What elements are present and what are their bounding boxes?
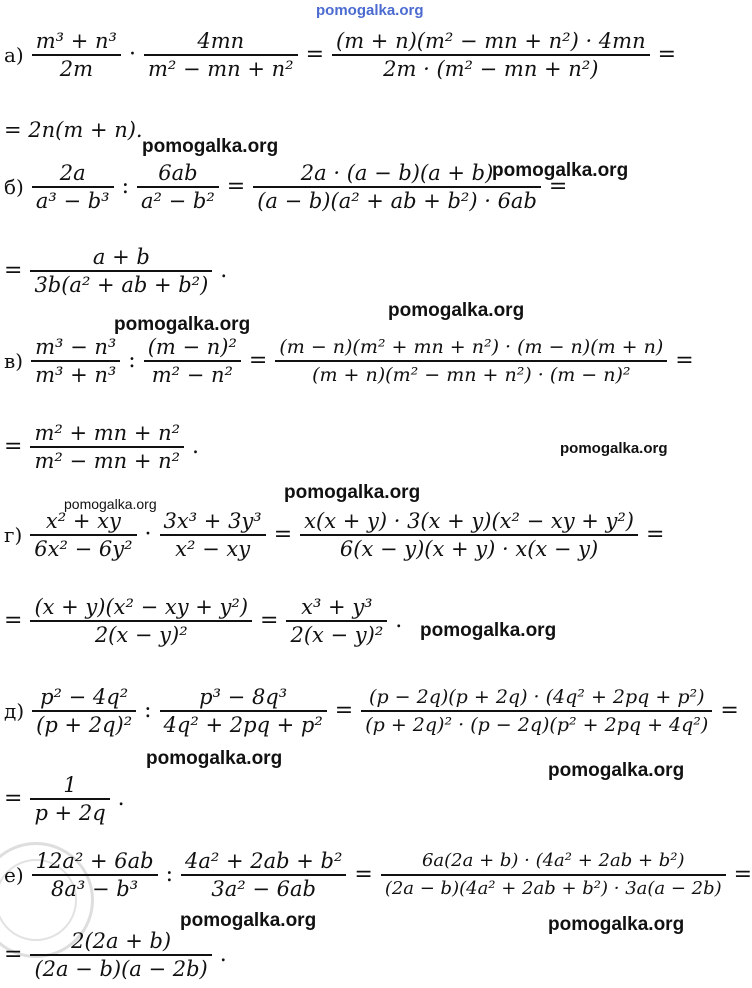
fraction [332, 28, 650, 82]
denominator: m² − mn + n² [34, 448, 181, 473]
numerator: (x + y)(x² − xy + y²) [34, 595, 249, 619]
watermark [600, 966, 607, 967]
numerator: 2a [59, 161, 86, 185]
problem-label: б) [4, 174, 24, 199]
equals-sign: = [354, 862, 373, 888]
equals-sign: = [4, 608, 23, 634]
numerator: (m − n)(m² + mn + n²) · (m − n)(m + n) [279, 336, 664, 358]
denominator: 2m [59, 56, 93, 81]
fraction [275, 334, 667, 388]
denominator: a³ − b³ [35, 188, 110, 213]
equals-sign: = [273, 522, 293, 548]
fraction [361, 684, 712, 738]
equals-sign: = [733, 862, 752, 888]
operator: · [144, 522, 152, 548]
watermark: pomogalka.org [560, 440, 668, 457]
watermark: pomogalka.org [420, 620, 557, 641]
equals-sign: = [260, 608, 279, 634]
denominator: (m + n)(m² − mn + n²) · (m − n)² [312, 363, 631, 386]
problem-label: а) [4, 42, 24, 67]
problem-v-line2 [4, 420, 199, 474]
watermark: pomogalka.org [284, 482, 421, 503]
problem-label: д) [4, 698, 25, 723]
fraction [31, 334, 120, 388]
denominator: a² − b² [141, 188, 215, 213]
operator: : [121, 174, 130, 200]
problem-a-result: = 2n(m + n). [4, 118, 143, 142]
denominator: 4q² + 2pq + p² [163, 712, 323, 737]
equals-sign: = [334, 698, 354, 724]
operator: : [165, 862, 173, 888]
numerator: 2a · (a − b)(a + b) [300, 161, 494, 185]
equals-sign: = [646, 522, 665, 548]
problem-d-line1 [4, 684, 739, 738]
numerator: 6ab [158, 161, 198, 185]
fraction [286, 594, 387, 648]
problem-v-line1 [4, 334, 694, 388]
denominator: (p + 2q)² [36, 712, 133, 737]
equals-sign: = [4, 434, 23, 460]
fraction [30, 594, 252, 648]
fraction [32, 848, 158, 902]
fraction [160, 684, 327, 738]
watermark: pomogalka.org [388, 300, 525, 321]
fraction [300, 508, 638, 562]
fraction [30, 508, 136, 562]
numerator: (m + n)(m² − mn + n²) · 4mn [336, 29, 646, 53]
denominator: 2m · (m² − mn + n²) [383, 56, 599, 81]
problem-e-line2 [4, 928, 227, 982]
fraction [32, 684, 136, 738]
equals-sign: = [548, 174, 568, 200]
numerator: a + b [92, 245, 150, 269]
numerator: 12a² + 6ab [35, 849, 154, 873]
watermark: pomogalka.org [548, 914, 685, 935]
fraction [381, 848, 726, 902]
fraction [32, 160, 114, 214]
period: . [219, 942, 227, 968]
equals-sign: = [4, 786, 23, 812]
numerator: 3x³ + 3y³ [163, 509, 262, 533]
period: . [192, 434, 200, 460]
watermark-top: pomogalka.org [316, 2, 424, 19]
numerator: m² + mn + n² [34, 421, 181, 445]
problem-e-line1 [4, 848, 752, 902]
operator: : [128, 348, 136, 374]
numerator: 2(2a + b) [71, 929, 172, 953]
fraction [30, 928, 211, 982]
problem-label: г) [4, 522, 23, 547]
equals-sign: = [675, 348, 694, 374]
fraction [144, 28, 298, 82]
fraction [32, 28, 121, 82]
watermark: pomogalka.org [548, 760, 685, 781]
denominator: (a − b)(a² + ab + b²) · 6ab [257, 188, 537, 213]
fraction [30, 420, 184, 474]
problem-b-line2 [4, 244, 227, 298]
equals-sign: = [248, 348, 268, 374]
denominator: m² − mn + n² [147, 56, 294, 81]
numerator: 6a(2a + b) · (4a² + 2ab + b²) [421, 850, 685, 871]
denominator: (2a − b)(a − 2b) [34, 956, 208, 981]
problem-a-line1 [4, 28, 676, 82]
problem-g-line1 [4, 508, 664, 562]
denominator: 8a³ − b³ [51, 876, 139, 901]
numerator: p² − 4q² [40, 685, 129, 709]
operator: · [128, 42, 136, 68]
numerator: m³ − n³ [35, 335, 117, 359]
denominator: 3a² − 6ab [211, 876, 316, 901]
denominator: (p + 2q)² · (p − 2q)(p² + 2pq + 4q²) [365, 713, 709, 736]
denominator: 2(x − y)² [94, 622, 188, 647]
equals-sign: = [226, 174, 246, 200]
numerator: x³ + y³ [301, 595, 373, 619]
problem-label: в) [4, 348, 24, 373]
operator: : [144, 698, 152, 724]
watermark: pomogalka.org [64, 496, 157, 512]
denominator: 6x² − 6y² [34, 536, 133, 561]
denominator: m³ + n³ [35, 362, 117, 387]
numerator: (m − n)² [147, 335, 237, 359]
fraction [137, 160, 219, 214]
equals-sign: = [305, 42, 325, 68]
fraction [30, 772, 109, 826]
equals-sign: = [4, 258, 23, 284]
numerator: 1 [63, 773, 77, 797]
watermark: pomogalka.org [180, 910, 317, 931]
numerator: p³ − 8q³ [199, 685, 288, 709]
numerator: x² + xy [45, 509, 121, 533]
problem-g-line2 [4, 594, 402, 648]
denominator: (2a − b)(4a² + 2ab + b²) · 3a(a − 2b) [384, 877, 722, 899]
numerator: (p − 2q)(p + 2q) · (4q² + 2pq + p²) [369, 686, 705, 708]
denominator: 2(x − y)² [290, 622, 384, 647]
period: . [395, 608, 403, 634]
equals-sign: = [720, 698, 739, 724]
denominator: 6(x − y)(x + y) · x(x − y) [339, 536, 599, 561]
watermark: pomogalka.org [142, 136, 279, 157]
denominator: x² − xy [175, 536, 251, 561]
watermark: pomogalka.org [114, 314, 251, 335]
problem-label: е) [4, 862, 24, 887]
denominator: m² − n² [151, 362, 233, 387]
denominator: 3b(a² + ab + b²) [34, 272, 209, 297]
watermark: pomogalka.org [146, 748, 283, 769]
fraction [160, 508, 266, 562]
numerator: x(x + y) · 3(x + y)(x² − xy + y²) [304, 509, 634, 533]
fraction [30, 244, 212, 298]
numerator: 4a² + 2ab + b² [185, 849, 343, 873]
problem-d-line2 [4, 772, 125, 826]
fraction [144, 334, 241, 388]
watermark: pomogalka.org [492, 160, 629, 181]
period: . [220, 258, 228, 284]
numerator: m³ + n³ [35, 29, 117, 53]
denominator: p + 2q [34, 800, 106, 825]
period: . [117, 786, 125, 812]
numerator: 4mn [197, 29, 245, 53]
problem-b-line1 [4, 160, 567, 214]
equals-sign: = [4, 942, 23, 968]
fraction [181, 848, 346, 902]
equals-sign: = [657, 42, 677, 68]
